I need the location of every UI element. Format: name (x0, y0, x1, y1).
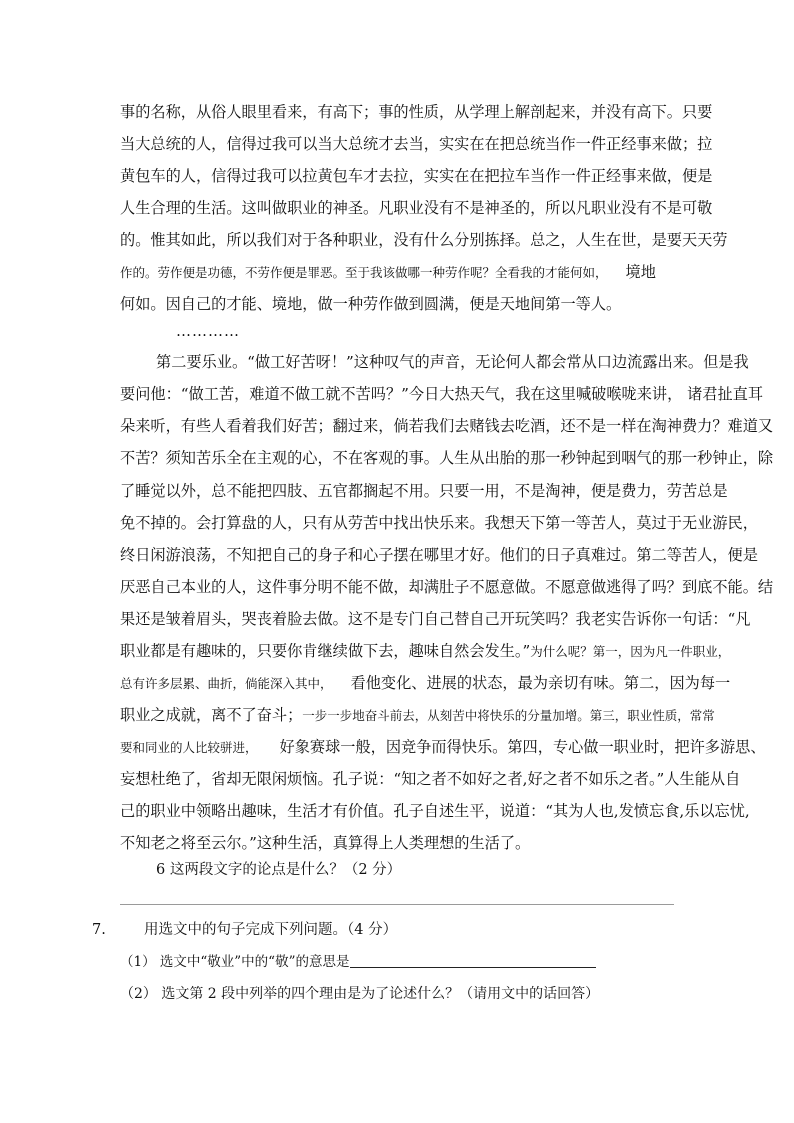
text-line: 事的名称，从俗人眼里看来，有高下；事的性质，从学理上解剖起来，并没有高下。只要 (120, 103, 713, 121)
text-line: 己的职业中领略出趣味，生活才有价值。孔子自述生平，说道：“其为人也,发愤忘食,乐以忘忧, (120, 802, 750, 820)
divider (120, 904, 674, 905)
answer-blank[interactable] (350, 953, 596, 968)
text-line: 何如。因自己的才能、境地，做一种劳作做到圆满，便是天地间第一等人。 (120, 295, 622, 313)
text-line: 了睡觉以外，总不能把四肢、五官都搁起不用。只要一用，不是淘神，便是费力，劳苦总是 (120, 482, 728, 500)
text-span: 总有许多层累、曲折，倘能深入其中， (120, 676, 333, 691)
text-span: 境地 (625, 263, 656, 281)
ellipsis: ………… (176, 322, 240, 340)
text-line: 厌恶自己本业的人，这件事分明不能不做，却满肚子不愿意做。不愿意做逃得了吗？到底不能。结 (120, 578, 774, 596)
text-span: 职业都是有趣味的，只要你肯继续做下去，趣味自然会发生。” (120, 642, 531, 660)
text-line (120, 673, 731, 694)
text-span: 职业之成就，离不了奋斗； (120, 706, 303, 724)
sub-question-text: （1） 选文中“敬业”中的“敬”的意思是 (120, 954, 350, 970)
text-line: 当大总统的人，信得过我可以当大总统才去当，实实在在把总统当作一件正经事来做；拉 (120, 135, 713, 153)
text-span: 一步一步地奋斗前去，从刻苦中将快乐的分量加增。第三，职业性质，常常 (302, 708, 715, 723)
text-span: 要和同业的人比较骈进， (120, 740, 258, 755)
text-span: 看他变化、进展的状态，最为亲切有味。第二，因为每一 (350, 674, 731, 692)
text-span: 为什么呢？第一，因为凡一件职业， (530, 644, 731, 659)
text-line: 朵来听，有些人看着我们好苦；翻过来，倘若我们去赌钱去吃酒，还不是一样在淘神费力？难道又 (120, 417, 774, 435)
question-7-sub1 (120, 952, 596, 972)
question-6: 6 这两段文字的论点是什么？（2 分） (156, 862, 402, 878)
text-span: 好象赛球一般，因竞争而得快乐。第四，专心做一职业时，把许多游思、 (279, 738, 766, 756)
text-line: 黄包车的人，信得过我可以拉黄包车才去拉，实实在在把拉车当作一件正经事来做，便是 (120, 167, 713, 185)
text-line (120, 262, 680, 283)
text-span: 作的。劳作便是功德，不劳作便是罪恶。至于我该做哪一种劳作呢？全看我的才能何如， (120, 265, 608, 280)
question-7-number: 7. (92, 922, 106, 938)
text-line: 的。惟其如此，所以我们对于各种职业，没有什么分别拣择。总之，人生在世，是要天天劳 (120, 231, 728, 249)
text-line: 不苦？须知苦乐全在主观的心，不在客观的事。人生从出胎的那一秒钟起到咽气的那一秒钟止，除 (120, 449, 774, 467)
text-line: 不知老之将至云尔。”这种生活，真算得上人类理想的生活了。 (120, 834, 531, 852)
text-line (120, 737, 766, 758)
text-line (120, 705, 715, 726)
question-7-text: 用选文中的句子完成下列问题。（4 分） (144, 922, 398, 938)
text-line: 免不掉的。会打算盘的人，只有从劳苦中找出快乐来。我想天下第一等苦人，莫过于无业游民， (120, 514, 758, 532)
text-line: 要问他：“做工苦，难道不做工就不苦吗？”今日大热天气，我在这里喊破喉咙来讲， 诸君扯直耳 (120, 385, 764, 403)
question-7-sub2: （2） 选文第 2 段中列举的四个理由是为了论述什么？（请用文中的话回答） (120, 986, 600, 1002)
text-line: 第二要乐业。“做工好苦呀！”这种叹气的声音，无论何人都会常从口边流露出来。但是我 (156, 353, 749, 371)
text-line (120, 641, 731, 662)
text-line: 果还是皱着眉头，哭丧着脸去做。这不是专门自己替自己开玩笑吗？我老实告诉你一句话：“凡 (120, 610, 751, 628)
text-line: 人生合理的生活。这叫做职业的神圣。凡职业没有不是神圣的，所以凡职业没有不是可敬 (120, 199, 713, 217)
text-line: 终日闲游浪荡，不知把自己的身子和心子摆在哪里才好。他们的日子真难过。第二等苦人，便是 (120, 546, 758, 564)
text-line: 妄想杜绝了，省却无限闲烦恼。孔子说：“知之者不如好之者,好之者不如乐之者。”人生能从自 (120, 770, 741, 788)
